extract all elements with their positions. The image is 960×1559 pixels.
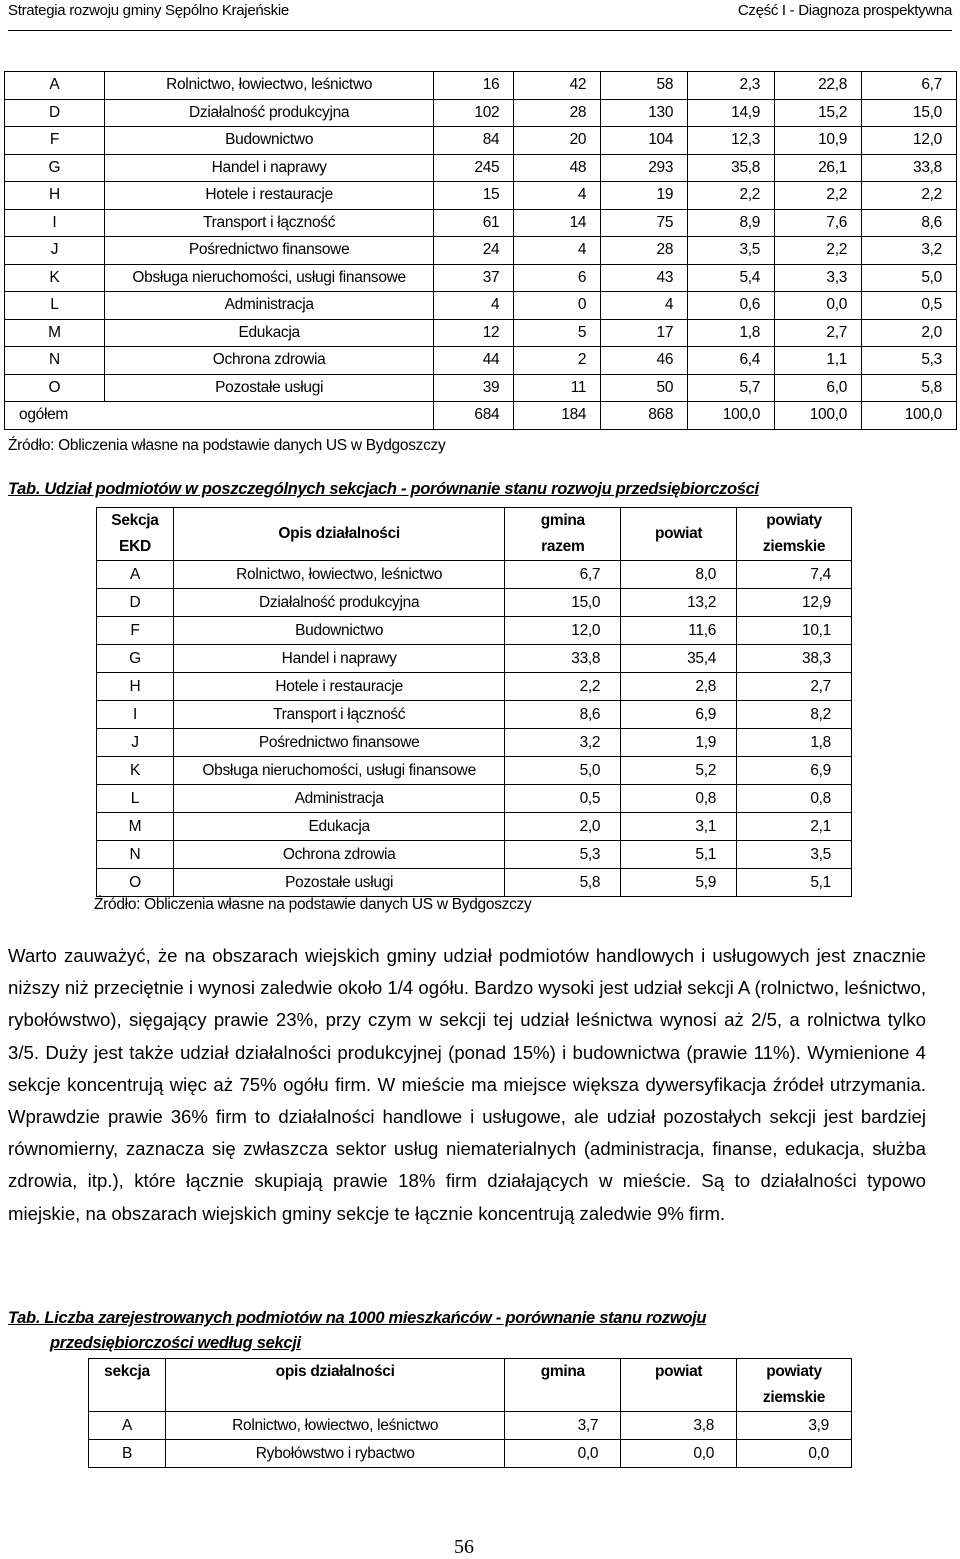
activity-description: Działalność produkcyjna	[173, 589, 504, 617]
value-cell: 17	[601, 319, 688, 347]
section-code: J	[97, 729, 174, 757]
table-row	[97, 561, 852, 589]
column-header	[737, 508, 852, 561]
column-header-line: Opis działalności	[278, 525, 400, 542]
value-cell: 6	[514, 264, 601, 292]
value-cell: 293	[601, 154, 688, 182]
value-cell: 102	[434, 99, 514, 127]
total-value: 100,0	[775, 402, 862, 430]
section-code: D	[97, 589, 174, 617]
activity-description: Ochrona zdrowia	[104, 347, 434, 375]
value-cell: 0,5	[505, 785, 621, 813]
column-header-line: powiaty	[766, 1363, 822, 1380]
table-row	[97, 757, 852, 785]
value-cell: 38,3	[737, 645, 852, 673]
value-cell: 20	[514, 127, 601, 155]
activity-description: Transport i łączność	[104, 209, 434, 237]
table-row	[97, 673, 852, 701]
total-value: 100,0	[862, 402, 957, 430]
column-header	[505, 508, 621, 561]
value-cell: 5,0	[505, 757, 621, 785]
column-header-line: powiaty	[766, 512, 822, 529]
analysis-paragraph: Warto zauważyć, że na obszarach wiejskich gminy udział podmiotów handlowych i usługowych jest znacznie niższy niż przeciętnie i wynosi zaledwie około 1/4 ogółu. Bardzo wysoki jest udział sekcji A (rolnictwo, leśnictwo, rybołówstwo), sięgający prawie 23%, przy czym w sekcji tej udział leśnictwa wynosi aż 2/5, a rolnictwa tylko 3/5. Duży jest także udział działalności produkcyjnej (ponad 15%) i budownictwa (prawie 11%). Wymienione 4 sekcje koncentrują więc aż 75% ogółu firm. W mieście ma miejsce większa dywersyfikacja źródeł utrzymania. Wprawdzie prawie 36% firm to działalności handlowe i usługowe, ale udział pozostałych sekcji jest bardziej równomierny, zaznacza się zwłaszcza sektor usług niematerialnych (administracja, finanse, edukacja, służba zdrowia, itp.), które łącznie skupiają prawie 18% firm działających w mieście. Są to działalności typowo miejskie, na obszarach wiejskich gminy sekcje te łącznie koncentrują zaledwie 9% firm.	[8, 945, 926, 1224]
section-code: L	[97, 785, 174, 813]
value-cell: 0,5	[862, 292, 957, 320]
value-cell: 28	[514, 99, 601, 127]
column-header	[89, 1359, 166, 1412]
total-value: 684	[434, 402, 514, 430]
column-header-line: powiat	[655, 1363, 703, 1380]
value-cell: 11,6	[621, 617, 737, 645]
value-cell: 11	[514, 374, 601, 402]
table-row	[97, 617, 852, 645]
table-row	[97, 729, 852, 757]
value-cell: 15,0	[862, 99, 957, 127]
section-code: J	[5, 237, 105, 265]
value-cell: 43	[601, 264, 688, 292]
value-cell: 75	[601, 209, 688, 237]
value-cell: 44	[434, 347, 514, 375]
value-cell: 3,1	[621, 813, 737, 841]
page-header	[8, 0, 952, 31]
activity-description: Rolnictwo, łowiectwo, leśnictwo	[173, 561, 504, 589]
value-cell: 50	[601, 374, 688, 402]
activity-description: Budownictwo	[104, 127, 434, 155]
value-cell: 10,9	[775, 127, 862, 155]
registered-entities-table	[88, 1358, 852, 1468]
value-cell: 6,7	[505, 561, 621, 589]
column-header	[165, 1359, 504, 1412]
column-header	[737, 1359, 852, 1412]
table-row	[5, 72, 957, 100]
section-code: G	[97, 645, 174, 673]
table-row	[5, 374, 957, 402]
table-row	[5, 347, 957, 375]
activity-description: Obsługa nieruchomości, usługi finansowe	[104, 264, 434, 292]
value-cell: 12	[434, 319, 514, 347]
value-cell: 5,8	[862, 374, 957, 402]
column-header-line: gmina	[540, 512, 585, 529]
value-cell: 15,2	[775, 99, 862, 127]
section-code: F	[97, 617, 174, 645]
value-cell: 5,4	[688, 264, 775, 292]
column-header-line: EKD	[119, 538, 151, 555]
value-cell: 8,9	[688, 209, 775, 237]
value-cell: 8,2	[737, 701, 852, 729]
column-header-line: sekcja	[104, 1363, 150, 1380]
value-cell: 130	[601, 99, 688, 127]
value-cell: 37	[434, 264, 514, 292]
value-cell: 3,8	[621, 1412, 737, 1440]
activity-description: Pozostałe usługi	[104, 374, 434, 402]
value-cell: 7,4	[737, 561, 852, 589]
value-cell: 3,7	[505, 1412, 621, 1440]
section-code: H	[5, 182, 105, 210]
value-cell: 14,9	[688, 99, 775, 127]
value-cell: 5,3	[862, 347, 957, 375]
value-cell: 15,0	[505, 589, 621, 617]
value-cell: 10,1	[737, 617, 852, 645]
column-header-line: opis działalności	[275, 1363, 395, 1380]
value-cell: 2,8	[621, 673, 737, 701]
table2-caption: Tab. Udział podmiotów w poszczególnych sekcjach - porównanie stanu rozwoju przedsiębiorczości	[8, 480, 759, 498]
activity-description: Edukacja	[104, 319, 434, 347]
value-cell: 1,1	[775, 347, 862, 375]
value-cell: 245	[434, 154, 514, 182]
value-cell: 84	[434, 127, 514, 155]
total-value: 184	[514, 402, 601, 430]
value-cell: 0,8	[737, 785, 852, 813]
table-row	[5, 292, 957, 320]
value-cell: 3,3	[775, 264, 862, 292]
column-header-line: powiat	[655, 525, 703, 542]
sector-share-table	[96, 507, 852, 897]
column-header-line: gmina	[540, 1363, 585, 1380]
table-row	[97, 813, 852, 841]
value-cell: 5,8	[505, 869, 621, 897]
column-header	[97, 508, 174, 561]
section-code: M	[5, 319, 105, 347]
value-cell: 2,2	[862, 182, 957, 210]
activity-description: Pozostałe usługi	[173, 869, 504, 897]
table-row	[97, 589, 852, 617]
value-cell: 5,1	[621, 841, 737, 869]
value-cell: 2,1	[737, 813, 852, 841]
table-header-row	[89, 1359, 852, 1412]
value-cell: 0,0	[505, 1440, 621, 1468]
value-cell: 22,8	[775, 72, 862, 100]
value-cell: 12,0	[505, 617, 621, 645]
value-cell: 12,0	[862, 127, 957, 155]
section-code: B	[89, 1440, 166, 1468]
column-header-line: Sekcja	[111, 512, 159, 529]
section-code: N	[5, 347, 105, 375]
activity-description: Handel i naprawy	[104, 154, 434, 182]
section-code: A	[5, 72, 105, 100]
value-cell: 5,9	[621, 869, 737, 897]
table3-caption	[8, 1306, 706, 1356]
value-cell: 26,1	[775, 154, 862, 182]
section-code: N	[97, 841, 174, 869]
activity-description: Hotele i restauracje	[173, 673, 504, 701]
activity-description: Rolnictwo, łowiectwo, leśnictwo	[165, 1412, 504, 1440]
value-cell: 2,2	[775, 237, 862, 265]
value-cell: 15	[434, 182, 514, 210]
value-cell: 35,8	[688, 154, 775, 182]
value-cell: 0,0	[775, 292, 862, 320]
table-header-row	[97, 508, 852, 561]
activity-description: Handel i naprawy	[173, 645, 504, 673]
section-code: G	[5, 154, 105, 182]
column-header-line: ziemskie	[762, 1389, 826, 1406]
value-cell: 48	[514, 154, 601, 182]
activity-description: Hotele i restauracje	[104, 182, 434, 210]
value-cell: 33,8	[505, 645, 621, 673]
value-cell: 16	[434, 72, 514, 100]
table-row	[97, 701, 852, 729]
value-cell: 1,9	[621, 729, 737, 757]
value-cell: 5,3	[505, 841, 621, 869]
table-row	[5, 182, 957, 210]
page-number: 56	[454, 1536, 474, 1558]
value-cell: 7,6	[775, 209, 862, 237]
section-code: K	[5, 264, 105, 292]
section-code: I	[97, 701, 174, 729]
activity-description: Administracja	[173, 785, 504, 813]
value-cell: 6,9	[737, 757, 852, 785]
activity-description: Edukacja	[173, 813, 504, 841]
value-cell: 0,6	[688, 292, 775, 320]
value-cell: 4	[514, 237, 601, 265]
table-row	[5, 209, 957, 237]
value-cell: 5	[514, 319, 601, 347]
table-row	[97, 645, 852, 673]
value-cell: 2,2	[505, 673, 621, 701]
value-cell: 3,5	[688, 237, 775, 265]
sector-counts-table	[4, 71, 957, 430]
table1-source: Źródło: Obliczenia własne na podstawie danych US w Bydgoszczy	[8, 437, 446, 454]
value-cell: 12,3	[688, 127, 775, 155]
value-cell: 6,0	[775, 374, 862, 402]
value-cell: 12,9	[737, 589, 852, 617]
total-value: 868	[601, 402, 688, 430]
value-cell: 1,8	[737, 729, 852, 757]
value-cell: 3,5	[737, 841, 852, 869]
value-cell: 8,0	[621, 561, 737, 589]
value-cell: 6,9	[621, 701, 737, 729]
activity-description: Obsługa nieruchomości, usługi finansowe	[173, 757, 504, 785]
value-cell: 2,7	[737, 673, 852, 701]
value-cell: 3,2	[862, 237, 957, 265]
header-right-title: Część I - Diagnoza prospektywna	[737, 2, 952, 19]
table-row	[5, 99, 957, 127]
value-cell: 3,9	[737, 1412, 852, 1440]
activity-description: Administracja	[104, 292, 434, 320]
section-code: D	[5, 99, 105, 127]
table-row	[5, 127, 957, 155]
activity-description: Działalność produkcyjna	[104, 99, 434, 127]
value-cell: 5,0	[862, 264, 957, 292]
section-code: H	[97, 673, 174, 701]
column-header	[173, 508, 504, 561]
value-cell: 35,4	[621, 645, 737, 673]
value-cell: 46	[601, 347, 688, 375]
table-row	[5, 237, 957, 265]
value-cell: 2	[514, 347, 601, 375]
section-code: A	[97, 561, 174, 589]
value-cell: 0,8	[621, 785, 737, 813]
value-cell: 0,0	[621, 1440, 737, 1468]
value-cell: 28	[601, 237, 688, 265]
header-left-title: Strategia rozwoju gminy Sępólno Krajeńskie	[8, 2, 289, 19]
value-cell: 0	[514, 292, 601, 320]
section-code: L	[5, 292, 105, 320]
value-cell: 19	[601, 182, 688, 210]
table-row	[97, 869, 852, 897]
value-cell: 0,0	[737, 1440, 852, 1468]
value-cell: 5,1	[737, 869, 852, 897]
table3-caption-line2: przedsiębiorczości według sekcji	[50, 1334, 301, 1352]
value-cell: 2,2	[775, 182, 862, 210]
total-label: ogółem	[5, 402, 434, 430]
value-cell: 39	[434, 374, 514, 402]
value-cell: 8,6	[505, 701, 621, 729]
table-row	[97, 785, 852, 813]
section-code: O	[97, 869, 174, 897]
table-row	[5, 264, 957, 292]
table-row	[5, 154, 957, 182]
column-header-line: ziemskie	[762, 538, 826, 555]
value-cell: 4	[601, 292, 688, 320]
activity-description: Rybołówstwo i rybactwo	[165, 1440, 504, 1468]
section-code: A	[89, 1412, 166, 1440]
table2-source: Źródło: Obliczenia własne na podstawie danych US w Bydgoszczy	[94, 896, 532, 913]
value-cell: 2,3	[688, 72, 775, 100]
section-code: F	[5, 127, 105, 155]
column-header-line: razem	[541, 538, 585, 555]
section-code: K	[97, 757, 174, 785]
value-cell: 42	[514, 72, 601, 100]
activity-description: Rolnictwo, łowiectwo, leśnictwo	[104, 72, 434, 100]
value-cell: 2,0	[862, 319, 957, 347]
value-cell: 5,2	[621, 757, 737, 785]
value-cell: 6,4	[688, 347, 775, 375]
section-code: I	[5, 209, 105, 237]
value-cell: 8,6	[862, 209, 957, 237]
value-cell: 33,8	[862, 154, 957, 182]
table-row	[97, 841, 852, 869]
value-cell: 4	[514, 182, 601, 210]
table-total-row	[5, 402, 957, 430]
activity-description: Budownictwo	[173, 617, 504, 645]
column-header	[621, 1359, 737, 1412]
value-cell: 4	[434, 292, 514, 320]
value-cell: 2,2	[688, 182, 775, 210]
total-value: 100,0	[688, 402, 775, 430]
column-header	[621, 508, 737, 561]
value-cell: 2,7	[775, 319, 862, 347]
table3-caption-line1: Tab. Liczba zarejestrowanych podmiotów na 1000 mieszkańców - porównanie stanu rozwoju	[8, 1309, 707, 1327]
table-row	[89, 1440, 852, 1468]
value-cell: 3,2	[505, 729, 621, 757]
value-cell: 104	[601, 127, 688, 155]
table-row	[5, 319, 957, 347]
activity-description: Pośrednictwo finansowe	[104, 237, 434, 265]
value-cell: 6,7	[862, 72, 957, 100]
activity-description: Pośrednictwo finansowe	[173, 729, 504, 757]
value-cell: 13,2	[621, 589, 737, 617]
value-cell: 61	[434, 209, 514, 237]
section-code: M	[97, 813, 174, 841]
activity-description: Ochrona zdrowia	[173, 841, 504, 869]
column-header	[505, 1359, 621, 1412]
value-cell: 2,0	[505, 813, 621, 841]
value-cell: 1,8	[688, 319, 775, 347]
value-cell: 5,7	[688, 374, 775, 402]
section-code: O	[5, 374, 105, 402]
value-cell: 14	[514, 209, 601, 237]
activity-description: Transport i łączność	[173, 701, 504, 729]
table-row	[89, 1412, 852, 1440]
value-cell: 58	[601, 72, 688, 100]
value-cell: 24	[434, 237, 514, 265]
